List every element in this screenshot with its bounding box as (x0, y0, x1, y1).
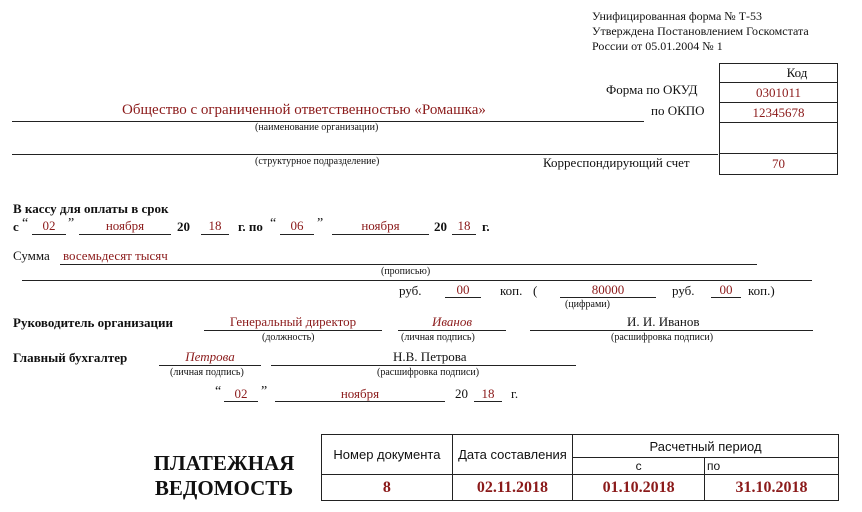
okud-label: Форма по ОКУД (606, 82, 698, 97)
period-end: 31.10.2018 (705, 475, 839, 501)
head-name-caption: (расшифровка подписи) (611, 332, 714, 343)
amount-second-line (22, 280, 812, 281)
head-signature-line (398, 330, 506, 331)
quote-close-1: ” (68, 216, 75, 231)
amount-digits-caption: (цифрами) (565, 299, 610, 310)
amount-digits: 80000 (591, 282, 625, 297)
period-end-suffix: г. (482, 219, 490, 234)
accountant-year-line (474, 401, 502, 402)
accountant-month-line (275, 401, 445, 402)
accountant-month: ноября (340, 386, 380, 401)
amount-kop2-line (711, 297, 741, 298)
codes-heading: Код (786, 65, 808, 80)
col-from-header: с (573, 458, 705, 475)
head-label: Руководитель организации (13, 315, 173, 330)
division-line (12, 154, 718, 155)
head-position: Генеральный директор (229, 314, 357, 329)
period-from-century: 20 (177, 219, 190, 234)
period-from-day-line (32, 234, 66, 235)
amount-kop-label: коп. (500, 283, 523, 298)
period-to-month-line (332, 234, 429, 235)
period-start: 01.10.2018 (573, 475, 705, 501)
period-from-month: ноября (105, 218, 145, 233)
head-name: И. И. Иванов (627, 314, 700, 329)
head-name-line (530, 330, 813, 331)
amount-words-line (60, 264, 757, 265)
amount-kop2: 00 (719, 282, 733, 297)
accountant-year: 18 (481, 386, 495, 401)
period-from-day: 02 (42, 218, 56, 233)
accountant-date-suffix: г. (511, 386, 519, 401)
quote-open-3: “ (215, 384, 222, 399)
head-position-caption: (должность) (262, 332, 315, 343)
amount-digits-line (560, 297, 656, 298)
organization-name-caption: (наименование организации) (255, 122, 379, 133)
period-from-month-line (79, 234, 171, 235)
okpo-label: по ОКПО (651, 103, 705, 118)
quote-open-1: “ (22, 216, 29, 231)
form-header-line3: России от 05.01.2004 № 1 (592, 39, 723, 53)
corr-account-value: 70 (720, 153, 837, 173)
accountant-signature: Петрова (185, 349, 235, 364)
okud-value: 0301011 (720, 82, 837, 102)
organization-name: Общество с ограниченной ответственностью «Ромашка» (122, 102, 486, 118)
amount-words-caption: (прописью) (381, 266, 431, 277)
period-to-year-line (452, 234, 476, 235)
head-signature-caption: (личная подпись) (401, 332, 475, 343)
amount-label: Сумма (13, 248, 50, 263)
document-date: 02.11.2018 (452, 475, 572, 501)
document-title-line1: ПЛАТЕЖНАЯ (153, 451, 295, 475)
document-table (321, 434, 839, 501)
accountant-label: Главный бухгалтер (13, 350, 128, 365)
quote-close-3: ” (261, 384, 268, 399)
accountant-signature-caption: (личная подпись) (170, 367, 244, 378)
period-from-year-line (201, 234, 229, 235)
accountant-signature-line (159, 365, 261, 366)
head-position-line (204, 330, 382, 331)
document-title-line2: ВЕДОМОСТЬ (154, 476, 294, 500)
amount-words: восемьдесят тысяч (63, 248, 168, 263)
period-to-year: 18 (457, 218, 471, 233)
accountant-name-line (271, 365, 576, 366)
codes-box (719, 63, 838, 175)
amount-rub-label-2: руб. (672, 283, 695, 298)
accountant-name-caption: (расшифровка подписи) (377, 367, 480, 378)
accountant-day-line (224, 401, 258, 402)
division-caption: (структурное подразделение) (255, 156, 380, 167)
amount-kop1-line (445, 297, 481, 298)
okpo-value: 12345678 (720, 102, 837, 123)
period-from-prefix: с (13, 219, 19, 234)
form-header-line1: Унифицированная форма № Т-53 (592, 9, 763, 23)
quote-open-2: “ (270, 216, 277, 231)
amount-paren-open: ( (533, 283, 538, 298)
col-period-header: Расчетный период (573, 435, 839, 458)
period-to-century: 20 (434, 219, 447, 234)
period-to-day: 06 (290, 218, 304, 233)
corr-account-label: Корреспондирующий счет (543, 155, 690, 170)
accountant-century: 20 (455, 386, 468, 401)
amount-kop1: 00 (456, 282, 470, 297)
col-date-header: Дата составления (452, 435, 572, 475)
accountant-name: Н.В. Петрова (393, 349, 467, 364)
period-to-month: ноября (361, 218, 400, 233)
col-number-header: Номер документа (322, 435, 453, 475)
accountant-day: 02 (234, 386, 248, 401)
period-to-day-line (280, 234, 314, 235)
head-signature: Иванов (431, 314, 473, 329)
period-from-year: 18 (208, 218, 222, 233)
quote-close-2: ” (317, 216, 324, 231)
form-header-line2: Утверждена Постановлением Госкомстата (592, 24, 809, 38)
document-number: 8 (322, 475, 453, 501)
amount-rub-label: руб. (399, 283, 422, 298)
period-to-prefix: г. по (238, 219, 263, 234)
period-label: В кассу для оплаты в срок (13, 201, 169, 216)
amount-kop-label-2: коп.) (748, 283, 775, 298)
col-to-header: по (705, 458, 839, 475)
